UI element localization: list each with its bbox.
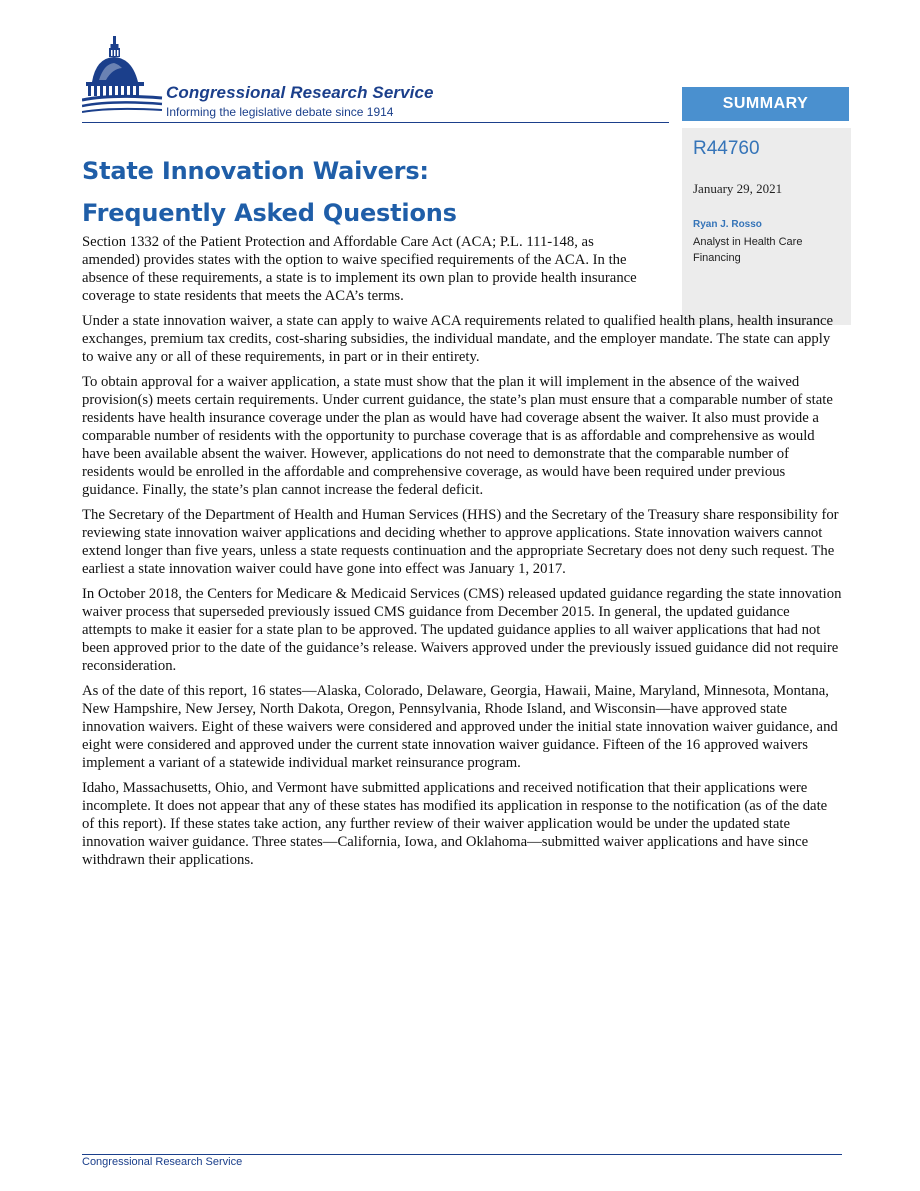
paragraph-3: To obtain approval for a waiver application, a state must show that the plan it will implement in the absence of the waived provision(s) meets certain requirements. Under current guidance, the state’s plan must ensure that a comparable number of state residents have health insurance coverage under the plan as would have had coverage absent the waiver. It also must provide a comparable number of residents with the opportunity to purchase coverage that is as affordable and comprehensive as would have been available absent the waiver. However, applications do not need to demonstrate that the comparable number of residents would be enrolled in the affordable and comprehensive coverage, as would have been required under previous guidance. Finally, the state’s plan cannot increase the federal deficit.: [82, 374, 833, 498]
paragraph-2: Under a state innovation waiver, a state can apply to waive ACA requirements related to qualified health plans, health insurance exchanges, premium tax credits, cost-sharing subsidies, the individual mandate, and the employer mandate. The state can apply to waive any or all of these requirements, in part or in their entirety.: [82, 313, 834, 365]
capitol-dome-icon: [82, 36, 166, 120]
paragraph-6: As of the date of this report, 16 states—Alaska, Colorado, Delaware, Georgia, Hawaii, Maine, Maryland, Minnesota, Montana, New Hampshire, New Jersey, North Dakota, Oregon, Pennsylvania, Rhode Island, and Wisconsin—have approved state innovation waivers. Eight of these waivers were considered and approved under the initial state innovation waiver guidance, and eight were considered and approved under the current state innovation waiver guidance. Fifteen of the 16 approved waivers implement a variant of a statewide individual market reinsurance program.: [82, 683, 838, 771]
report-number: R44760: [693, 138, 760, 159]
org-tagline: Informing the legislative debate since 1914: [166, 105, 394, 119]
paragraph-7: Idaho, Massachusetts, Ohio, and Vermont have submitted applications and received notification that their applications were incomplete. It does not appear that any of these states has modified its application in response to the notification (as of the date of this report). If these states take action, any further review of their waiver application would be under the updated state innovation waiver guidance. Three states—California, Iowa, and Oklahoma—submitted waiver applications and have since withdrawn their applications.: [82, 780, 828, 868]
report-date: January 29, 2021: [693, 181, 783, 196]
summary-body: [82, 233, 842, 876]
paragraph-5: In October 2018, the Centers for Medicare & Medicaid Services (CMS) released updated guidance regarding the state innovation waiver process that superseded previously issued CMS guidance from December 2015. In general, the updated guidance attempts to make it easier for a state plan to be approved. The updated guidance applies to all waiver applications that had not been approved prior to the date of the guidance’s release. Waivers approved under the previously issued guidance did not require reconsideration.: [82, 586, 842, 674]
title-line-2: Frequently Asked Questions: [82, 199, 457, 227]
paragraph-4: The Secretary of the Department of Health and Human Services (HHS) and the Secretary of the Treasury share responsibility for reviewing state innovation waiver applications and deciding whether to approve applications. State innovation waivers cannot extend longer than five years, unless a state requests continuation and the appropriate Secretary does not deny such request. The earliest a state innovation waiver could have gone into effect was January 1, 2017.: [82, 507, 839, 577]
author-name: Ryan J. Rosso: [693, 219, 762, 230]
crs-logo: [82, 36, 482, 122]
org-name: Congressional Research Service: [166, 83, 434, 102]
header-divider: [82, 122, 669, 123]
paragraph-1: Section 1332 of the Patient Protection and Affordable Care Act (ACA; P.L. 111-148, as amended) provides states with the option to waive specified requirements of the ACA. In the absence of these requirements, a state is to implement its own plan to provide health insurance coverage to state residents that meets the ACA’s terms.: [82, 234, 637, 304]
author-title: Analyst in Health Care Financing: [693, 236, 803, 264]
summary-label: SUMMARY: [682, 87, 849, 121]
page-title: [82, 150, 642, 234]
footer-text: Congressional Research Service: [82, 1156, 243, 1168]
title-line-1: State Innovation Waivers:: [82, 157, 429, 185]
footer-divider: [82, 1154, 842, 1155]
